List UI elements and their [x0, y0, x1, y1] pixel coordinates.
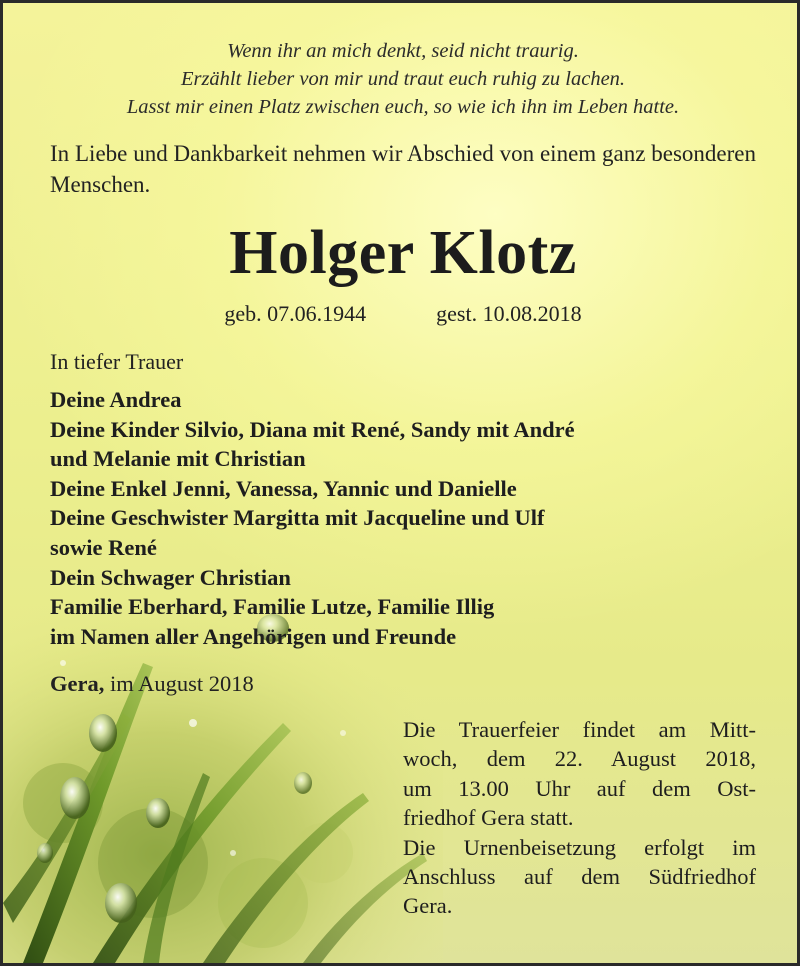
funeral-line: um 13.00 Uhr auf dem Ost-: [403, 775, 756, 801]
deceased-name: Holger Klotz: [229, 219, 577, 287]
mourner-line: im Namen aller Angehörigen und Freunde: [50, 623, 457, 649]
mourner-line: Deine Kinder Silvio, Diana mit René, Sandy mit André: [50, 416, 575, 442]
mourning-label: In tiefer Trauer: [50, 349, 184, 374]
grass-dewdrops-image: [3, 603, 443, 963]
memorial-poem: [3, 37, 800, 121]
mourner-line: Deine Enkel Jenni, Vanessa, Yannic und Danielle: [50, 475, 517, 501]
mourners-list: [50, 385, 750, 651]
mourner-line: und Melanie mit Christian: [50, 446, 306, 472]
place-date: [50, 669, 254, 699]
funeral-line: Gera.: [403, 893, 453, 919]
mourner-line: Familie Eberhard, Familie Lutze, Familie Illig: [50, 594, 495, 620]
poem-line: Wenn ihr an mich denkt, seid nicht traurig.: [227, 40, 579, 62]
mourner-line: Dein Schwager Christian: [50, 564, 291, 590]
mourner-line: Deine Andrea: [50, 387, 182, 412]
poem-line: Lasst mir einen Platz zwischen euch, so wie ich ihn im Leben hatte.: [126, 96, 680, 118]
funeral-line: woch, dem 22. August 2018,: [403, 746, 756, 772]
death-date: gest. 10.08.2018: [436, 301, 582, 326]
funeral-line: Die Trauerfeier findet am Mitt-: [403, 717, 756, 742]
life-dates: [3, 299, 800, 329]
birth-date: geb. 07.06.1944: [224, 301, 367, 326]
mourner-line: sowie René: [50, 534, 157, 560]
funeral-line: Anschluss auf dem Südfriedhof: [403, 864, 756, 890]
mourner-line: Deine Geschwister Margitta mit Jacqueline und Ulf: [50, 505, 545, 531]
funeral-line: friedhof Gera statt.: [403, 805, 574, 831]
place-city: Gera,: [50, 671, 105, 696]
funeral-line: Die Urnenbeisetzung erfolgt im: [403, 834, 756, 860]
funeral-info: [403, 715, 756, 921]
poem-line: Erzählt lieber von mir und traut euch ruhig zu lachen.: [180, 68, 626, 90]
intro-text: In Liebe und Dankbarkeit nehmen wir Abschied von einem ganz besonderen Menschen.: [50, 141, 756, 197]
place-month: im August 2018: [109, 671, 254, 696]
